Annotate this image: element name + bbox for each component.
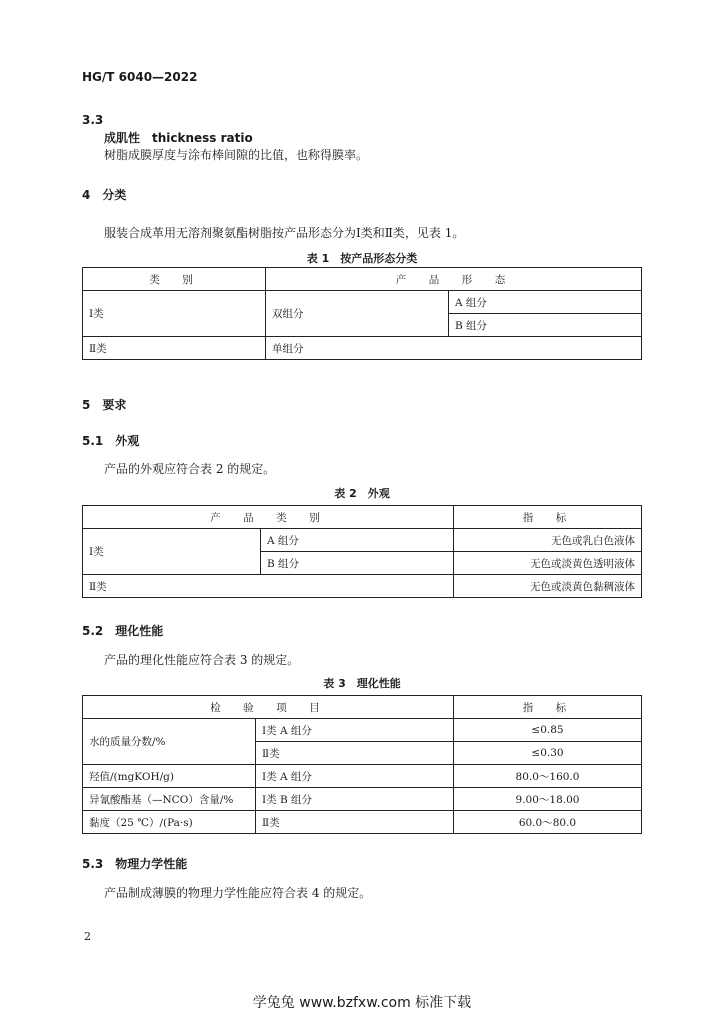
table-1-one-component: 单组分 bbox=[266, 337, 642, 360]
section-5-2-text: 产品的理化性能应符合表 3 的规定。 bbox=[104, 653, 300, 667]
table-3-value: ≤0.85 bbox=[454, 719, 642, 742]
table-2-caption: 表 2 外观 bbox=[334, 487, 390, 500]
table-3-sub: Ⅱ类 bbox=[256, 742, 454, 765]
table-3-value: ≤0.30 bbox=[454, 742, 642, 765]
table-2-cat-ii: Ⅱ类 bbox=[83, 575, 454, 598]
section-5-1-title: 5.1 外观 bbox=[82, 434, 140, 448]
section-4-title: 4 分类 bbox=[82, 188, 127, 202]
table-1-header-category: 类 别 bbox=[83, 268, 266, 291]
standard-code-header: HG/T 6040—2022 bbox=[82, 70, 198, 84]
table-2-cat-ii-value: 无色或淡黄色黏稠液体 bbox=[454, 575, 642, 598]
table-2-header-indicator: 指 标 bbox=[454, 506, 642, 529]
table-3-header-item: 检 验 项 目 bbox=[83, 696, 454, 719]
table-1-component-a: A 组分 bbox=[449, 291, 642, 314]
table-3-value: 80.0～160.0 bbox=[454, 765, 642, 788]
term-definition: 树脂成膜厚度与涂布棒间隙的比值，也称得膜率。 bbox=[104, 148, 369, 162]
table-1-header-form: 产 品 形 态 bbox=[266, 268, 642, 291]
table-2-component-b-value: 无色或淡黄色透明液体 bbox=[454, 552, 642, 575]
table-2-component-a-value: 无色或乳白色液体 bbox=[454, 529, 642, 552]
table-1-cat-i: Ⅰ类 bbox=[83, 291, 266, 337]
section-3-3-number: 3.3 bbox=[82, 113, 104, 127]
section-4-text: 服装合成革用无溶剂聚氨酯树脂按产品形态分为Ⅰ类和Ⅱ类，见表 1。 bbox=[104, 226, 465, 240]
table-3-item-nco: 异氰酸酯基（—NCO）含量/% bbox=[83, 788, 256, 811]
table-3-caption: 表 3 理化性能 bbox=[323, 677, 401, 690]
footer-watermark: 学兔兔 www.bzfxw.com 标准下载 bbox=[252, 995, 472, 1011]
table-2-component-b: B 组分 bbox=[261, 552, 454, 575]
section-5-title: 5 要求 bbox=[82, 398, 127, 412]
table-1-component-b: B 组分 bbox=[449, 314, 642, 337]
section-5-3-title: 5.3 物理力学性能 bbox=[82, 857, 188, 871]
page-number: 2 bbox=[84, 930, 91, 943]
table-3-item-viscosity: 黏度（25 ℃）/(Pa·s) bbox=[83, 811, 256, 834]
table-3-sub: Ⅱ类 bbox=[256, 811, 454, 834]
section-5-1-text: 产品的外观应符合表 2 的规定。 bbox=[104, 462, 276, 476]
term-thickness-ratio: 成肌性 thickness ratio bbox=[104, 131, 253, 145]
table-1-two-component: 双组分 bbox=[266, 291, 449, 337]
table-3-sub: Ⅰ类 A 组分 bbox=[256, 765, 454, 788]
table-1-cat-ii: Ⅱ类 bbox=[83, 337, 266, 360]
table-3-sub: Ⅰ类 A 组分 bbox=[256, 719, 454, 742]
table-1 bbox=[82, 267, 642, 360]
table-3-value: 9.00～18.00 bbox=[454, 788, 642, 811]
table-3-item-hydroxyl: 羟值/(mgKOH/g) bbox=[83, 765, 256, 788]
table-2-cat-i: Ⅰ类 bbox=[83, 529, 261, 575]
table-3-value: 60.0～80.0 bbox=[454, 811, 642, 834]
section-5-2-title: 5.2 理化性能 bbox=[82, 624, 164, 638]
table-1-caption: 表 1 按产品形态分类 bbox=[306, 252, 418, 265]
section-5-3-text: 产品制成薄膜的物理力学性能应符合表 4 的规定。 bbox=[104, 886, 372, 900]
table-2-component-a: A 组分 bbox=[261, 529, 454, 552]
table-3-header-indicator: 指 标 bbox=[454, 696, 642, 719]
table-2 bbox=[82, 505, 642, 598]
table-3-sub: Ⅰ类 B 组分 bbox=[256, 788, 454, 811]
table-3-item-water: 水的质量分数/% bbox=[83, 719, 256, 765]
table-3 bbox=[82, 695, 642, 834]
table-2-header-category: 产 品 类 别 bbox=[83, 506, 454, 529]
